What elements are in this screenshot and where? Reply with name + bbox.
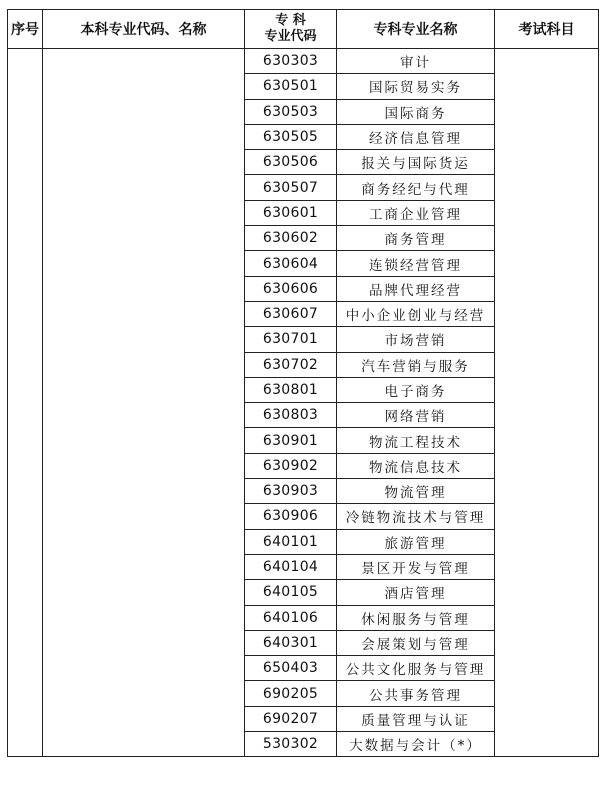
undergrad-major-cell: [43, 49, 245, 757]
junior-code-cell: 640105: [245, 580, 337, 605]
junior-name-cell: 冷链物流技术与管理: [337, 504, 495, 529]
junior-code-cell: 630501: [245, 74, 337, 99]
junior-code-cell: 690205: [245, 681, 337, 706]
header-exam-subjects: 考试科目: [495, 10, 599, 49]
junior-name-cell: 物流信息技术: [337, 453, 495, 478]
junior-code-cell: 630902: [245, 453, 337, 478]
header-junior-code-line2: 专业代码: [264, 29, 317, 44]
table-body: [8, 49, 599, 757]
junior-code-cell: 640101: [245, 529, 337, 554]
header-row: [8, 10, 599, 49]
junior-code-cell: 630607: [245, 301, 337, 326]
junior-code-cell: 630503: [245, 99, 337, 124]
header-seq: 序号: [8, 10, 43, 49]
junior-name-cell: 品牌代理经营: [337, 276, 495, 301]
junior-code-cell: 690207: [245, 706, 337, 731]
junior-code-cell: 630601: [245, 200, 337, 225]
junior-name-cell: 物流工程技术: [337, 428, 495, 453]
junior-name-cell: 报关与国际货运: [337, 150, 495, 175]
major-table: [7, 9, 599, 757]
junior-name-cell: 审计: [337, 49, 495, 74]
seq-cell: [8, 49, 43, 757]
header-junior-code-line1: 专 科: [275, 13, 306, 28]
junior-code-cell: 640106: [245, 605, 337, 630]
junior-code-cell: 530302: [245, 732, 337, 757]
junior-name-cell: 公共事务管理: [337, 681, 495, 706]
junior-code-cell: 630901: [245, 428, 337, 453]
junior-name-cell: 电子商务: [337, 377, 495, 402]
header-undergrad-major: 本科专业代码、名称: [43, 10, 245, 49]
junior-code-cell: 630803: [245, 403, 337, 428]
junior-name-cell: 休闲服务与管理: [337, 605, 495, 630]
junior-name-cell: 旅游管理: [337, 529, 495, 554]
junior-code-cell: 630507: [245, 175, 337, 200]
junior-code-cell: 630801: [245, 377, 337, 402]
junior-code-cell: 630702: [245, 352, 337, 377]
junior-code-cell: 630303: [245, 49, 337, 74]
junior-name-cell: 经济信息管理: [337, 124, 495, 149]
junior-name-cell: 商务管理: [337, 226, 495, 251]
junior-name-cell: 公共文化服务与管理: [337, 656, 495, 681]
junior-code-cell: 630906: [245, 504, 337, 529]
junior-name-cell: 中小企业创业与经营: [337, 301, 495, 326]
junior-name-cell: 国际贸易实务: [337, 74, 495, 99]
junior-name-cell: 酒店管理: [337, 580, 495, 605]
junior-code-cell: 630606: [245, 276, 337, 301]
header-junior-name: 专科专业名称: [337, 10, 495, 49]
header-junior-code: [245, 10, 337, 49]
junior-name-cell: 国际商务: [337, 99, 495, 124]
junior-name-cell: 商务经纪与代理: [337, 175, 495, 200]
junior-code-cell: 630505: [245, 124, 337, 149]
junior-code-cell: 630602: [245, 226, 337, 251]
junior-code-cell: 650403: [245, 656, 337, 681]
junior-code-cell: 640104: [245, 554, 337, 579]
junior-code-cell: 630604: [245, 251, 337, 276]
junior-name-cell: 物流管理: [337, 479, 495, 504]
junior-name-cell: 工商企业管理: [337, 200, 495, 225]
junior-code-cell: 630903: [245, 479, 337, 504]
junior-name-cell: 网络营销: [337, 403, 495, 428]
junior-name-cell: 连锁经营管理: [337, 251, 495, 276]
junior-code-cell: 630701: [245, 327, 337, 352]
junior-name-cell: 质量管理与认证: [337, 706, 495, 731]
junior-name-cell: 市场营销: [337, 327, 495, 352]
junior-name-cell: 大数据与会计（*）: [337, 732, 495, 757]
junior-code-cell: 640301: [245, 630, 337, 655]
table-row: [8, 49, 599, 74]
junior-name-cell: 会展策划与管理: [337, 630, 495, 655]
exam-subjects-cell: [495, 49, 599, 757]
junior-code-cell: 630506: [245, 150, 337, 175]
junior-name-cell: 景区开发与管理: [337, 554, 495, 579]
junior-name-cell: 汽车营销与服务: [337, 352, 495, 377]
